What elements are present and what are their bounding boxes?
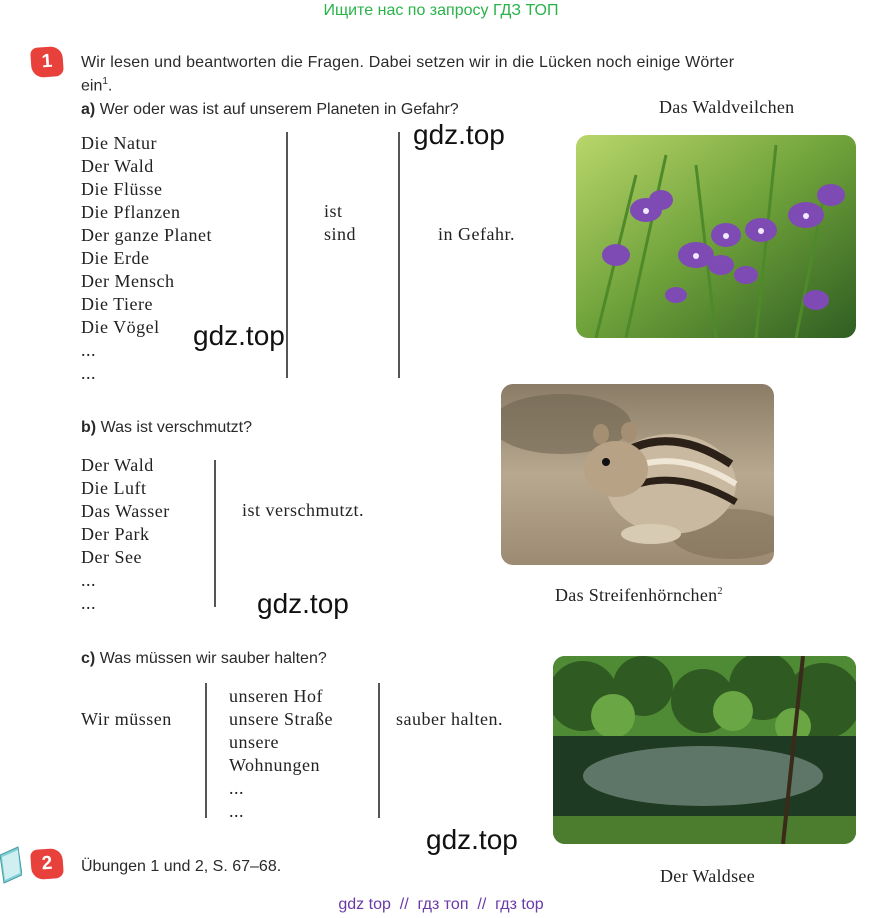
part-c-question [81, 650, 327, 668]
part-c-start: Wir müssen [81, 709, 172, 729]
object-item: ... [229, 778, 244, 798]
object-item: Wohnungen [229, 755, 321, 775]
part-a-ending: in Gefahr. [438, 224, 515, 244]
intro-text: ein [81, 77, 103, 95]
chipmunk-caption-text: Das Streifenhörnchen [555, 585, 718, 605]
subject-item: Die Pflanzen [81, 202, 181, 222]
part-c-ending: sauber halten. [396, 709, 503, 729]
subject-item: Der Mensch [81, 271, 175, 291]
lake-caption: Der Waldsee [660, 866, 755, 886]
verb-sind: sind [324, 224, 357, 244]
intro-end: . [107, 77, 113, 95]
subject-item: ... [81, 570, 96, 590]
part-a-question [81, 101, 459, 119]
part-b-subjects [81, 454, 170, 615]
task1-intro-line2 [81, 76, 112, 95]
task-number: 1 [40, 50, 53, 73]
task-number-badge [30, 46, 64, 78]
subject-item: Die Erde [81, 248, 150, 268]
subject-item: Der Wald [81, 455, 154, 475]
part-b-ending: ist verschmutzt. [242, 500, 364, 520]
divider-line [286, 132, 288, 378]
subject-item: ... [81, 363, 96, 383]
task2-text: Übungen 1 und 2, S. 67–68. [81, 858, 282, 875]
divider-line [214, 460, 216, 607]
part-b-question-text: Was ist verschmutzt? [100, 419, 252, 436]
violets-caption: Das Waldveilchen [659, 97, 795, 117]
object-item: unsere Straße [229, 709, 333, 729]
watermark: gdz.top [257, 588, 349, 619]
subject-item: Der ganze Planet [81, 225, 212, 245]
lake-image [553, 656, 856, 844]
divider-line [205, 683, 207, 818]
subject-item: Der Wald [81, 156, 154, 176]
subject-item: Die Vögel [81, 317, 160, 337]
object-item: unsere [229, 732, 279, 752]
object-item: unseren Hof [229, 686, 323, 706]
task2-number-badge [30, 848, 64, 880]
violets-photo [576, 135, 856, 338]
divider-line [398, 132, 400, 378]
task1-intro-line1: Wir lesen und beantworten die Fragen. Dabei setzen wir in die Lücken noch einige Wörter [81, 54, 735, 71]
object-item: ... [229, 801, 244, 821]
chipmunk-image [501, 384, 774, 565]
chipmunk-caption [555, 585, 723, 606]
book-icon [0, 845, 22, 885]
subject-item: ... [81, 340, 96, 360]
watermark: gdz.top [193, 320, 285, 351]
watermark: gdz.top [426, 824, 518, 855]
subject-item: Die Tiere [81, 294, 153, 314]
divider-line [378, 683, 380, 818]
lake-photo [553, 656, 856, 844]
part-c-question-text: Was müssen wir sauber halten? [99, 650, 327, 667]
violets-image [576, 135, 856, 338]
footer-links: gdz top // гдз топ // гдз top [338, 896, 544, 913]
top-banner: Ищите нас по запросу ГДЗ ТОП [323, 2, 559, 19]
subject-item: Der See [81, 547, 142, 567]
watermark: gdz.top [413, 119, 505, 150]
task2-number: 2 [40, 852, 53, 875]
part-c-objects [229, 685, 333, 823]
subject-item: Das Wasser [81, 501, 170, 521]
part-c-label: c) [81, 650, 96, 667]
subject-item: Der Park [81, 524, 150, 544]
footnote-mark: 2 [717, 586, 723, 597]
part-b-question [81, 419, 252, 437]
subject-item: Die Flüsse [81, 179, 163, 199]
part-a-question-text: Wer oder was ist auf unserem Planeten in Gefahr? [99, 101, 459, 118]
part-b-label: b) [81, 419, 97, 436]
chipmunk-photo [501, 384, 774, 565]
subject-item: Die Natur [81, 133, 157, 153]
verb-ist: ist [324, 201, 343, 221]
footnote-mark: 1 [102, 76, 108, 87]
part-a-label: a) [81, 101, 96, 118]
subject-item: ... [81, 593, 96, 613]
subject-item: Die Luft [81, 478, 147, 498]
